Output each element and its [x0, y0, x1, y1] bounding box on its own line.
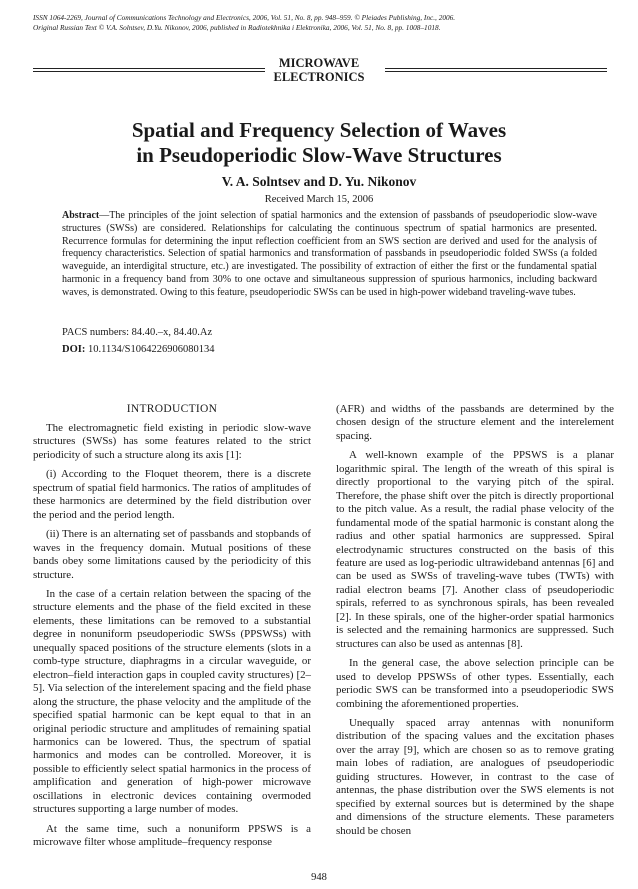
section-tag-line1: MICROWAVE — [278, 56, 360, 70]
paragraph: In the case of a certain relation between the spacing of the structure elements and the phase of the field excited in these elements, these limitations can be removed to a substantial degree in nonuniform pseudoperiodic SWSs (PPSWSs) with unequally spaced positions of the structure elements (slots in a comb-type structure, diaphragms in a circular waveguide, or electron–field interaction gaps in coupled cavity structures) [2–5]. Via selection of the interelement spacing and the field phase along the structure, the phase velocity and the amplitude of the specified spatial harmonic can be kept equal to that in an original periodic structure and amplitudes of remaining spatial harmonics can be lowered. Thus, the spectrum of spatial harmonics and modes can be controlled. Moreover, it is possible to efficiently select spatial harmonics in the process of amplification and generation of high-power microwave oscillations in electronic devices containing overmoded structures supporting a large number of modes. — [33, 587, 311, 816]
section-tag — [0, 56, 638, 84]
original-text-line: Original Russian Text © V.A. Solntsev, D.Yu. Nikonov, 2006, published in Radiotekhnika i Elektronika, 2006, Vol. 51, No. 8, pp. 1008–1018. — [33, 23, 441, 32]
doi-label: DOI: — [62, 344, 86, 355]
paragraph: A well-known example of the PPSWS is a planar logarithmic spiral. The length of the wreath of this spiral is directly proportional to the varying pitch of the spiral. Therefore, the phase shift over the pitch is directly proportional to the pitch value. As a result, the radial phase velocity of the fundamental mode of the spatial harmonic is constant along the radius and other spatial harmonics are suppressed. Spiral electrodynamic structures constructed on the basis of this feature are used as log-periodic ultrawideband antennas [6] and can be used as SWSs of traveling-wave tubes (TWTs) with radial electron beams [7]. Another class of pseudoperiodic spirals, referred to as synchronous spirals, has been revealed [2]. In these spirals, one of the higher-order spatial harmonics is selected and the remaining harmonics are suppressed. Such structures can also be used as antennas [8]. — [336, 449, 614, 650]
journal-citation-line: ISSN 1064-2269, Journal of Communications Technology and Electronics, 2006, Vol. 51, No. 8, pp. 948–959. © Pleiades Publishing, Inc., 2006. — [33, 13, 456, 22]
article-authors: V. A. Solntsev and D. Yu. Nikonov — [221, 174, 417, 189]
title-line1: Spatial and Frequency Selection of Waves — [131, 118, 507, 142]
received-date: Received March 15, 2006 — [264, 194, 374, 205]
pacs-numbers: PACS numbers: 84.40.–x, 84.40.Az — [62, 327, 213, 338]
paragraph: At the same time, such a nonuniform PPSWS is a microwave filter whose amplitude–frequency response — [33, 822, 311, 849]
article-title — [0, 118, 638, 168]
abstract-label: Abstract — [62, 210, 100, 221]
abstract-text: —The principles of the joint selection of spatial harmonics and the extension of passbands of pseudoperiodic slow-wave structures (SWSs) are considered. Relationships for calculating the continuous spectrum of spatial harmonics are presented. Recurrence formulas for determining the input reflection coefficient from an SWS section are derived and used for the analysis of frequency characteristics. Selection of spatial harmonics and transformation of passbands in pseudoperiodic folded SWSs (a folded waveguide, an interdigital structure, etc.) are investigated. The possibility of extraction of either the first or the fundamental spatial harmonic in a frequency band from 30% to one octave and simultaneous suppression of spurious harmonics, including backward waves, is demonstrated. Owing to this feature, pseudoperiodic SWSs can be used in high-power wideband traveling-wave tubes. — [62, 210, 597, 298]
doi — [62, 343, 597, 356]
right-column — [336, 403, 614, 838]
page-number: 948 — [311, 872, 327, 883]
abstract — [62, 210, 597, 300]
doi-value: 10.1134/S1064226906080134 — [87, 344, 215, 355]
section-heading: INTRODUCTION — [126, 403, 218, 415]
paragraph: (AFR) and widths of the passbands are determined by the chosen design of the structure element and the interelement spacing. — [336, 403, 614, 442]
journal-header — [33, 13, 608, 33]
paragraph: The electromagnetic field existing in periodic slow-wave structures (SWSs) has some features related to the strict periodicity of such a structure along its axis [1]: — [33, 422, 311, 461]
left-column — [33, 403, 311, 850]
paragraph: (ii) There is an alternating set of passbands and stopbands of waves in the frequency domain. Mutual positions of these bands obey some limitations caused by the periodicity of this structure. — [33, 528, 311, 581]
paragraph: (i) According to the Floquet theorem, there is a discrete spectrum of spatial field harmonics. The ratios of amplitudes of these harmonics are determined by the field distribution over the period and the period length. — [33, 468, 311, 521]
paragraph: Unequally spaced array antennas with nonuniform distribution of the spacing values and the excitation phases over the array [9], which are chosen so as to remove grating main lobes of radiation, are analogues of pseudoperiodic guiding structures. However, in contrast to the case of antennas, the phase distribution over the SWS elements is not specified by external sources but is determined by the shape and dimensions of the structure elements. These parameters should be chosen — [336, 716, 614, 837]
section-tag-line2: ELECTRONICS — [273, 70, 365, 84]
title-line2: in Pseudoperiodic Slow-Wave Structures — [136, 143, 502, 167]
paragraph: In the general case, the above selection principle can be used to develop PPSWSs of other types. Essentially, each periodic SWS can be transformed into a pseudoperiodic SWS combining the aforementioned properties. — [336, 657, 614, 710]
